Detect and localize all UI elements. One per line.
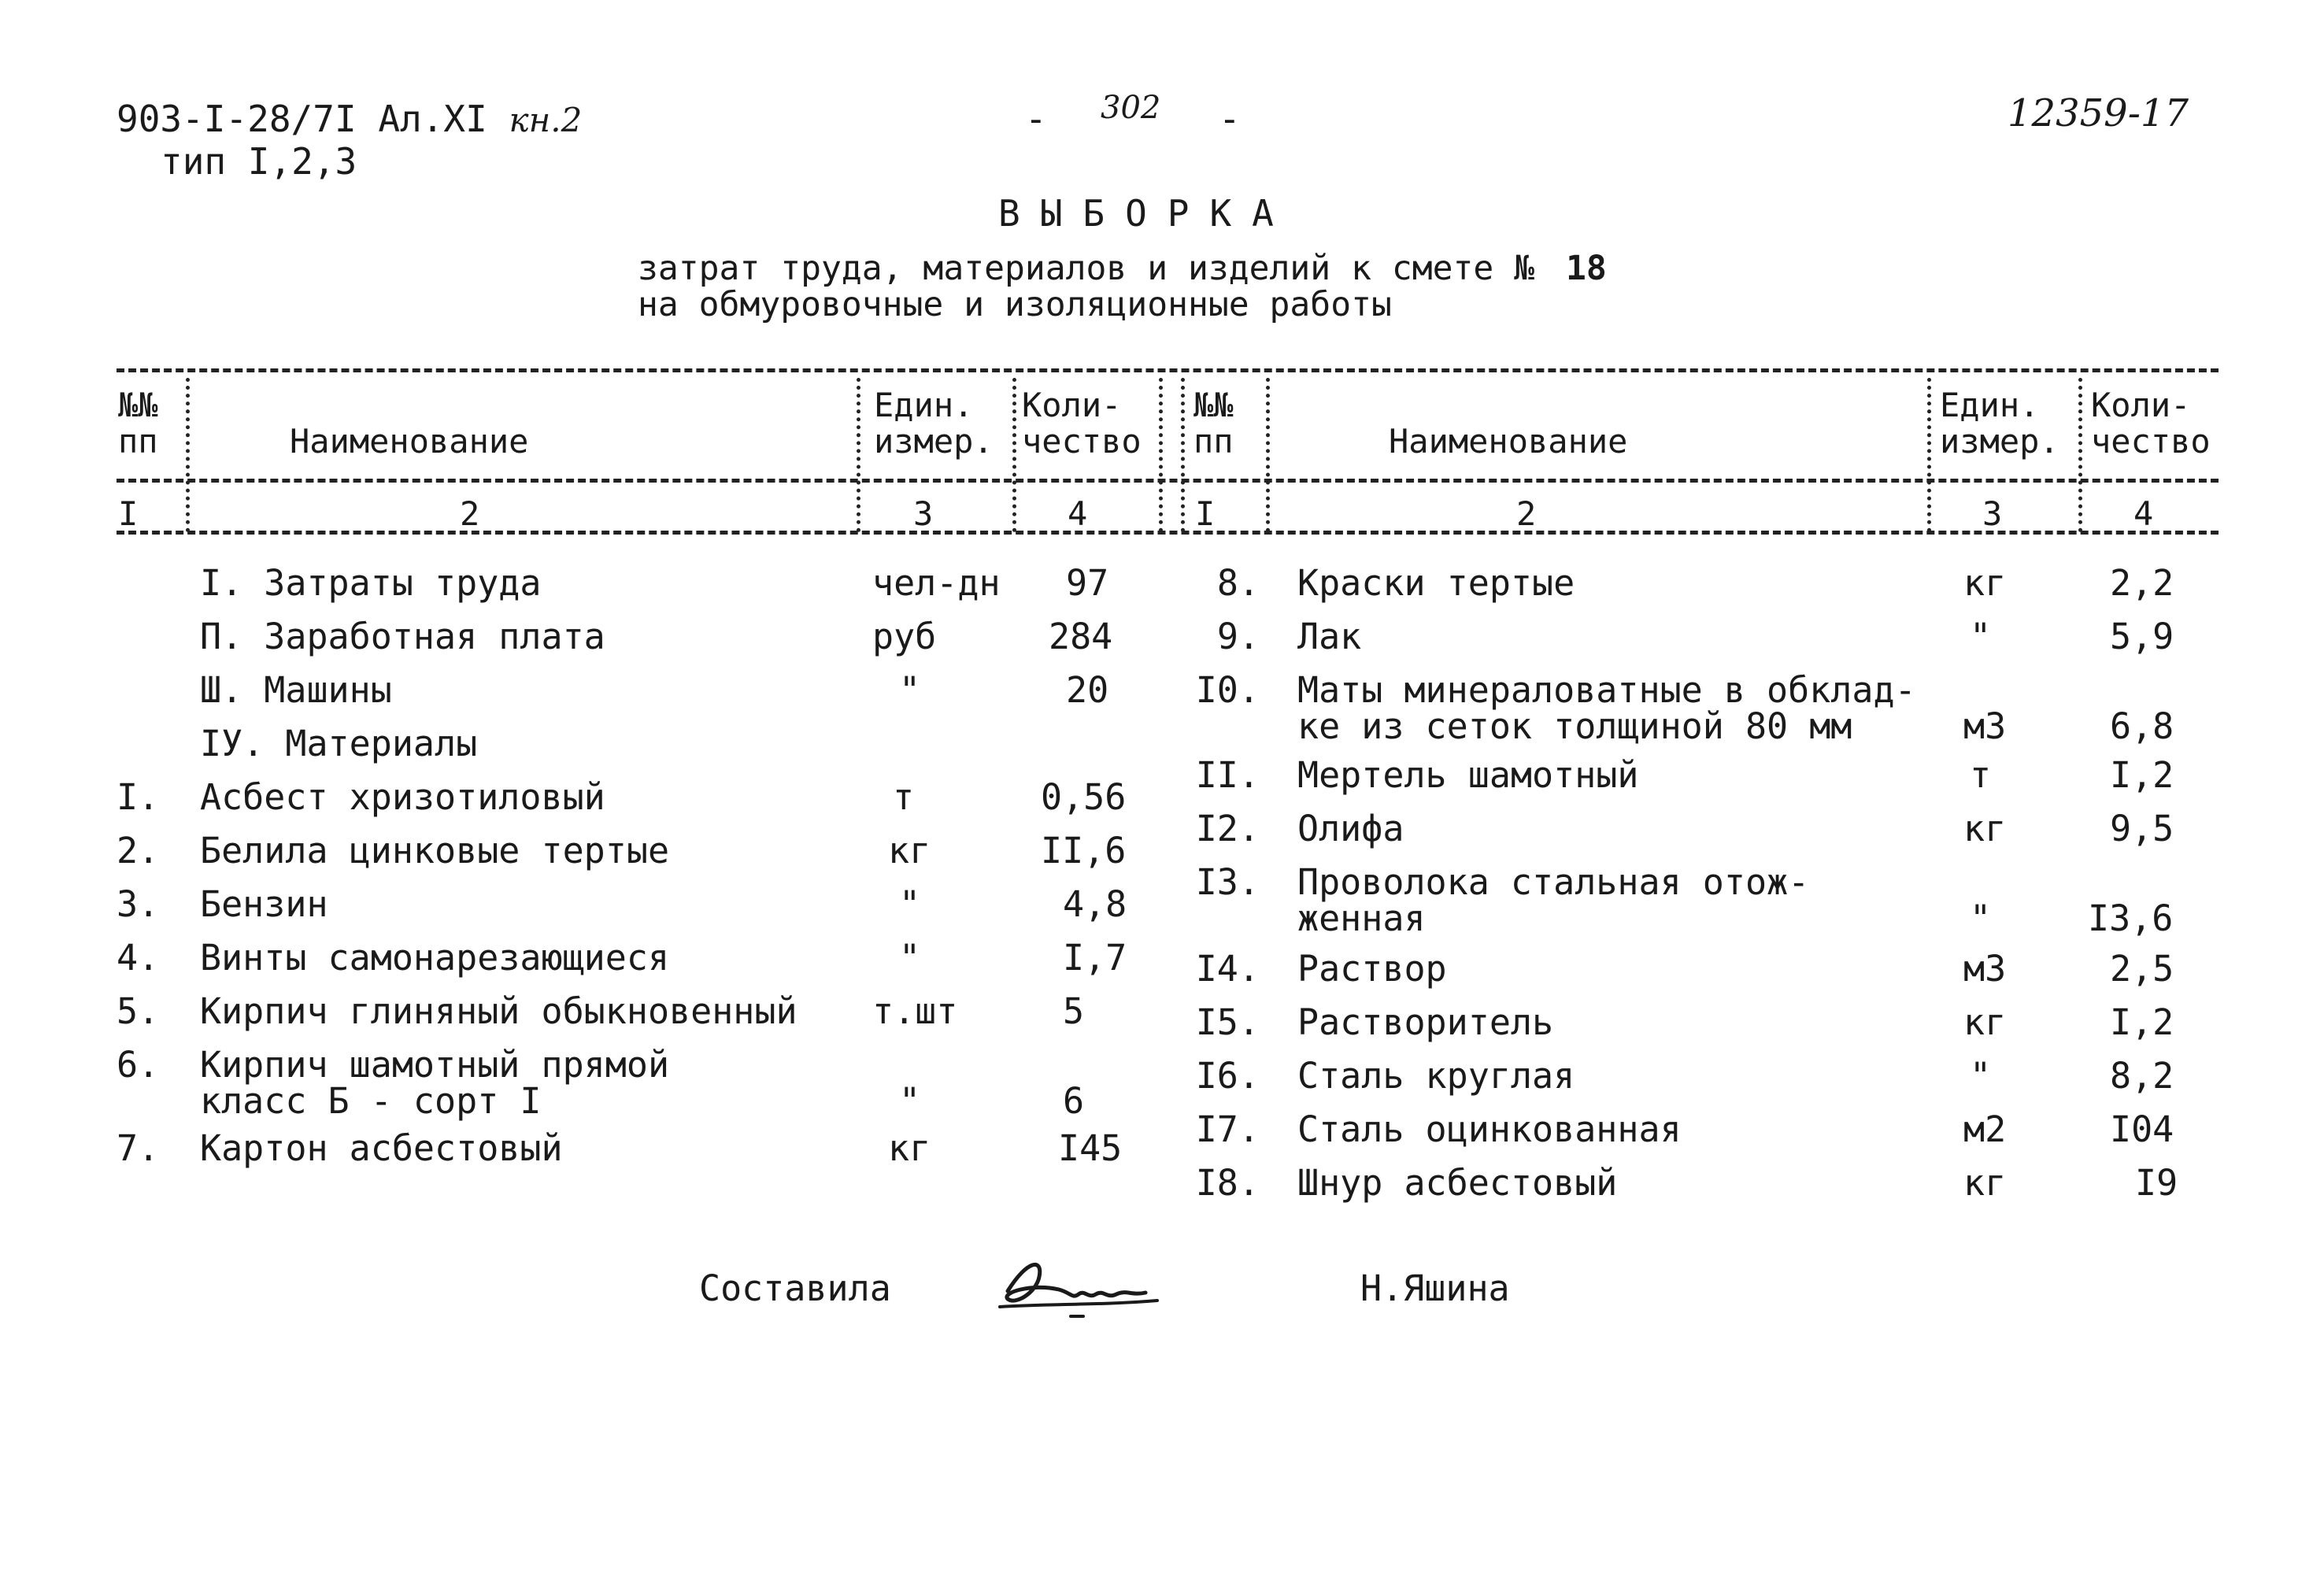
column-number: 4 (1068, 494, 1088, 533)
estimate-number: 18 (1565, 249, 1607, 288)
header-name: Наименование (290, 422, 529, 461)
col-divider (1266, 378, 1270, 532)
page-number: 302 (1101, 90, 1161, 126)
subtitle-line-1: затрат труда, материалов и изделий к смете № 18 (638, 249, 1607, 288)
col-divider (1159, 378, 1163, 532)
compiled-by-label: Составила (699, 1267, 891, 1309)
document-code: 903-I-28/7I Ал.XI кн.2 (117, 98, 583, 140)
header-unit: Един. измер. (874, 386, 994, 461)
col-divider (1181, 378, 1185, 532)
column-number: 3 (1982, 494, 2003, 533)
header-qty: Коли- чество (2091, 386, 2211, 461)
header-name: Наименование (1389, 422, 1628, 461)
table-top-rule (117, 368, 2219, 372)
signature-stroke (1007, 1264, 1145, 1301)
compiler-name: Н.Яшина (1360, 1267, 1510, 1309)
column-numbers-rule (117, 531, 2219, 535)
page-title: ВЫБОРКА (998, 192, 1294, 235)
col-divider (1012, 378, 1016, 532)
column-number: 2 (460, 494, 480, 533)
col-divider (1927, 378, 1931, 532)
header-bottom-rule (117, 479, 2219, 483)
header-num: №№ пп (1193, 386, 1234, 461)
page-dash-right: - (1219, 98, 1241, 140)
page-dash-left: - (1025, 98, 1047, 140)
column-number: 2 (1516, 494, 1537, 533)
signature-underline (1000, 1301, 1157, 1307)
header-qty: Коли- чество (1022, 386, 1142, 461)
col-divider (186, 378, 190, 532)
signature-image (984, 1244, 1173, 1330)
subtitle-line-2: на обмуровочные и изоляционные работы (638, 285, 1392, 324)
column-number: 3 (913, 494, 934, 533)
archive-number: 12359-17 (2008, 91, 2189, 135)
column-number: I (118, 494, 139, 533)
header-num: №№ пп (118, 386, 158, 461)
header-unit: Един. измер. (1940, 386, 2059, 461)
col-divider (2078, 378, 2082, 532)
document-type: тип I,2,3 (161, 140, 357, 183)
col-divider (857, 378, 860, 532)
volume-handwritten: кн.2 (509, 101, 583, 139)
column-number: 4 (2133, 494, 2154, 533)
column-number: I (1195, 494, 1216, 533)
